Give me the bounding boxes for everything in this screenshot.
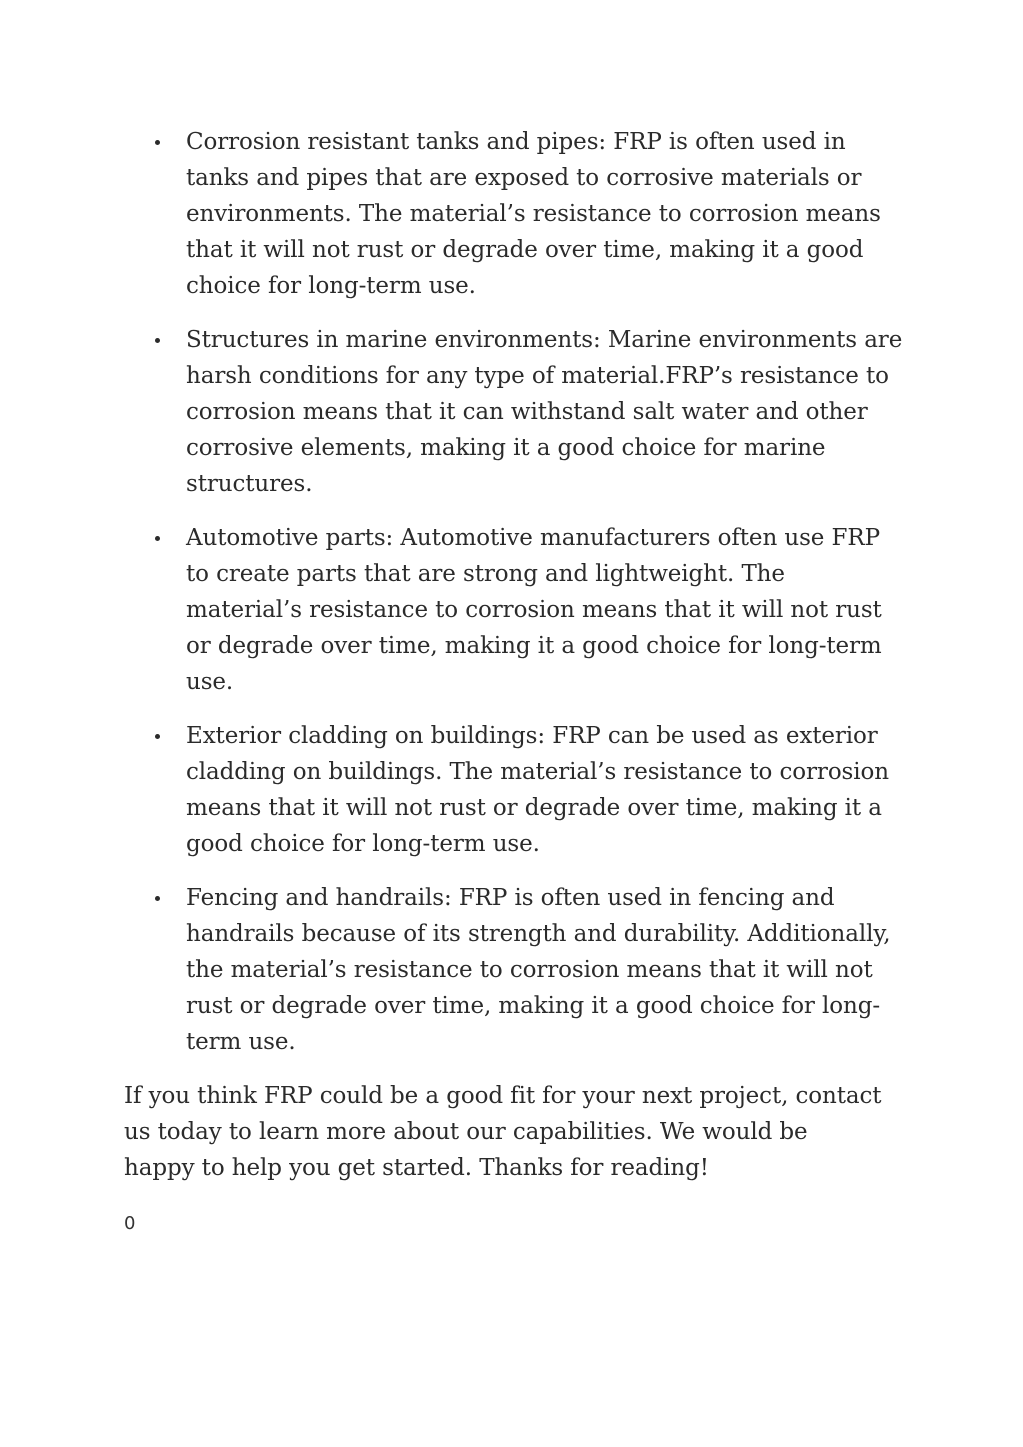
bullet-list (124, 124, 904, 1060)
counter-value: 0 (124, 1213, 136, 1234)
list-item (124, 124, 904, 304)
bullet-icon (155, 734, 160, 739)
bullet-icon (155, 896, 160, 901)
list-item-text: Exterior cladding on buildings: FRP can be used as exterior cladding on buildings. The material’s resistance to corrosion means that it will not rust or degrade over time, making it a good choice for long-term use. (186, 723, 889, 857)
list-item-text: Corrosion resistant tanks and pipes: FRP is often used in tanks and pipes that are exposed to corrosive materials or environments. The material’s resistance to corrosion means that it will not rust or degrade over time, making it a good choice for long-term use. (186, 129, 881, 299)
bullet-icon (155, 338, 160, 343)
list-item (124, 322, 904, 502)
list-item-text: Structures in marine environments: Marine environments are harsh conditions for any type of material.FRP’s resistance to corrosion means that it can withstand salt water and other corrosive elements, making it a good choice for marine structures. (186, 327, 903, 497)
list-item-text: Fencing and handrails: FRP is often used in fencing and handrails because of its strength and durability. Additionally, the material’s resistance to corrosion means that it will not rust or degrade over time, making it a good choice for long-term use. (186, 885, 891, 1055)
list-item (124, 880, 904, 1060)
article-content (124, 124, 904, 1186)
list-item (124, 718, 904, 862)
bullet-icon (155, 536, 160, 541)
list-item-text: Automotive parts: Automotive manufacturers often use FRP to create parts that are strong and lightweight. The material’s resistance to corrosion means that it will not rust or degrade over time, making it a good choice for long-term use. (186, 525, 882, 695)
closing-paragraph: If you think FRP could be a good fit for your next project, contact us today to learn more about our capabilities. We would be happy to help you get started. Thanks for reading! (124, 1083, 882, 1181)
list-item (124, 520, 904, 700)
bullet-icon (155, 140, 160, 145)
